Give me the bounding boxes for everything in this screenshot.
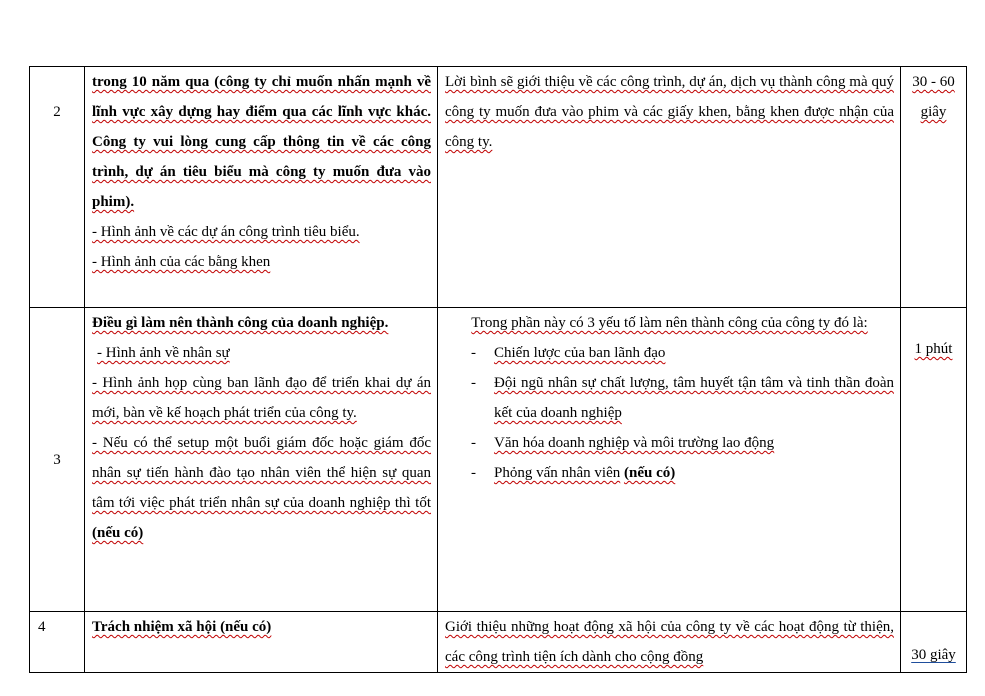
- duration-text: 1 phút: [914, 341, 953, 357]
- list-item-text: Văn hóa doanh nghiệp và môi trường lao động: [494, 435, 775, 451]
- scene-description-bold: Điều gì làm nên thành công của doanh nghiệp.: [92, 315, 389, 331]
- list-item: [445, 458, 894, 488]
- list-item: [445, 338, 894, 368]
- description-line: - Hình ảnh về các dự án công trình tiêu biểu.: [92, 224, 360, 240]
- list-item-text: Phỏng vấn nhân viên: [494, 465, 621, 481]
- narration-cell: [438, 67, 901, 308]
- dash-bullet: -: [471, 465, 476, 481]
- duration-cell: [901, 67, 967, 308]
- scene-description-bold: trong 10 năm qua (công ty chỉ muốn nhấn mạnh về lĩnh vực xây dựng hay điểm qua các lĩnh vực khác. Công ty vui lòng cung cấp thông tin về các công trình, dự án tiêu biểu mà công ty muốn đưa vào phim).: [92, 74, 431, 210]
- narration-cell: [438, 612, 901, 673]
- narration-text: Lời bình sẽ giới thiệu về các công trình, dự án, dịch vụ thành công mà quý công ty muốn đưa vào phim và các giấy khen, bằng khen được nhận của công ty.: [445, 74, 894, 150]
- optional-note: (nếu có): [92, 525, 144, 541]
- list-item-text: Đội ngũ nhân sự chất lượng, tâm huyết tận tâm và tinh thần đoàn kết của doanh nghiệp: [494, 375, 894, 421]
- dash-bullet: -: [471, 375, 476, 391]
- description-line: - Hình ảnh của các bằng khen: [92, 254, 271, 270]
- list-item-text: Chiến lược của ban lãnh đạo: [494, 345, 666, 361]
- list-item: [445, 428, 894, 458]
- narration-text: Giới thiệu những hoạt động xã hội của công ty về các hoạt động từ thiện, các công trình tiện ích dành cho cộng đồng: [445, 619, 894, 665]
- scene-description: [85, 308, 438, 612]
- description-line: - Hình ảnh về nhân sự: [97, 345, 230, 361]
- table-row: [30, 612, 967, 673]
- description-line: - Nếu có thể setup một buổi giám đốc hoặc giám đốc nhân sự tiến hành đào tạo nhân viên thể hiện sự quan tâm tới việc phát triển nhân sự của doanh nghiệp thì tốt: [92, 435, 431, 511]
- list-item: [445, 368, 894, 428]
- row-number: 2: [30, 67, 85, 308]
- duration-text: 30 giây: [911, 647, 956, 663]
- duration-text: 30 - 60 giây: [912, 74, 955, 120]
- table-row: [30, 308, 967, 612]
- scene-description: [85, 67, 438, 308]
- scene-description-bold: Trách nhiệm xã hội (nếu có): [92, 619, 272, 635]
- duration-cell: [901, 308, 967, 612]
- narration-cell: [438, 308, 901, 612]
- row-number: 3: [30, 308, 85, 612]
- dash-bullet: -: [471, 345, 476, 361]
- optional-note: (nếu có): [623, 465, 676, 481]
- script-table: [29, 66, 967, 673]
- description-line: - Hình ảnh họp cùng ban lãnh đạo để triển khai dự án mới, bàn về kế hoạch phát triển của công ty.: [92, 375, 431, 421]
- duration-cell: [901, 612, 967, 673]
- description-line-wrapper: [92, 428, 431, 548]
- narration-intro: Trong phần này có 3 yếu tố làm nên thành công của công ty đó là:: [471, 315, 868, 331]
- dash-bullet: -: [471, 435, 476, 451]
- narration-list: [445, 338, 894, 488]
- row-number: 4: [30, 612, 85, 673]
- scene-description: [85, 612, 438, 673]
- table-row: [30, 67, 967, 308]
